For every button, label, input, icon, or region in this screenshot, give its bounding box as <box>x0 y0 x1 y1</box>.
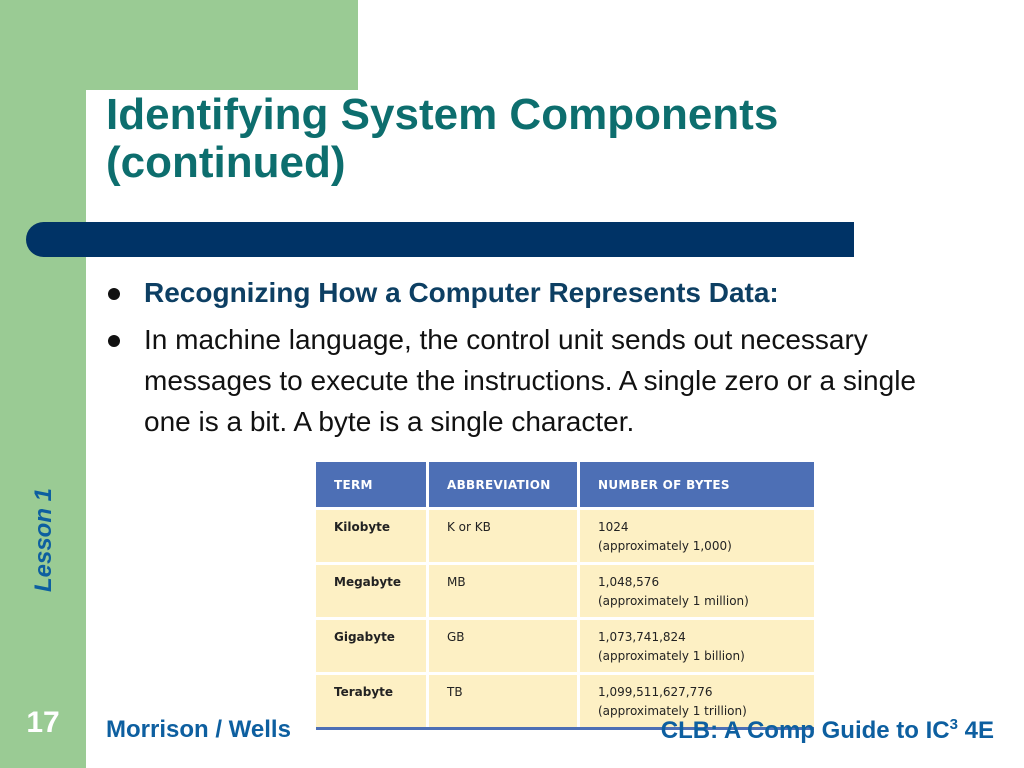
bullet-item <box>106 319 946 442</box>
footer-authors: Morrison / Wells <box>106 716 291 743</box>
bytes-approx: (approximately 1 million) <box>598 594 749 608</box>
bytes-value: 1024 <box>598 520 629 534</box>
title-divider-bar <box>26 222 854 257</box>
term-cell: Megabyte <box>316 564 428 619</box>
bytes-cell <box>579 619 815 674</box>
bytes-value: 1,073,741,824 <box>598 630 686 644</box>
bullet-dot-icon <box>108 288 120 300</box>
term-cell: Kilobyte <box>316 509 428 564</box>
bytes-value: 1,099,511,627,776 <box>598 685 713 699</box>
bullet-list <box>106 272 946 448</box>
abbreviation-cell: GB <box>428 619 579 674</box>
bullet-text: In machine language, the control unit sends out necessary messages to execute the instructions. A single zero or a single one is a bit. A byte is a single character. <box>144 324 916 437</box>
term-cell: Gigabyte <box>316 619 428 674</box>
top-green-band <box>86 0 358 90</box>
bullet-text: Recognizing How a Computer Represents Data: <box>144 277 779 308</box>
slide-title <box>106 91 986 187</box>
footer-book-title-superscript: 3 <box>949 716 958 733</box>
table-row <box>316 509 814 564</box>
table-header-row <box>316 462 814 509</box>
bytes-approx: (approximately 1 billion) <box>598 649 745 663</box>
abbreviation-cell: K or KB <box>428 509 579 564</box>
abbreviation-cell: TB <box>428 674 579 729</box>
bytes-approx: (approximately 1 trillion) <box>598 704 747 718</box>
bullet-dot-icon <box>108 335 120 347</box>
column-header-abbreviation: ABBREVIATION <box>428 462 579 509</box>
term-cell: Terabyte <box>316 674 428 729</box>
footer-book-edition: 4E <box>957 717 994 744</box>
table-row <box>316 564 814 619</box>
lesson-label: Lesson 1 <box>30 487 57 593</box>
bytes-approx: (approximately 1,000) <box>598 539 732 553</box>
bytes-cell <box>579 564 815 619</box>
column-header-term: TERM <box>316 462 428 509</box>
slide-title-line-1: Identifying System Components <box>106 90 779 139</box>
left-green-band <box>0 0 86 768</box>
bullet-item <box>106 272 946 313</box>
column-header-bytes: NUMBER OF BYTES <box>579 462 815 509</box>
bytes-value: 1,048,576 <box>598 575 660 589</box>
slide-number: 17 <box>26 706 60 739</box>
slide-title-line-2: (continued) <box>106 138 346 187</box>
byte-units-table <box>316 462 814 730</box>
bytes-cell <box>579 509 815 564</box>
footer-book-title <box>661 716 994 745</box>
table-row <box>316 619 814 674</box>
abbreviation-cell: MB <box>428 564 579 619</box>
footer-book-title-text: CLB: A Comp Guide to IC <box>660 717 950 744</box>
